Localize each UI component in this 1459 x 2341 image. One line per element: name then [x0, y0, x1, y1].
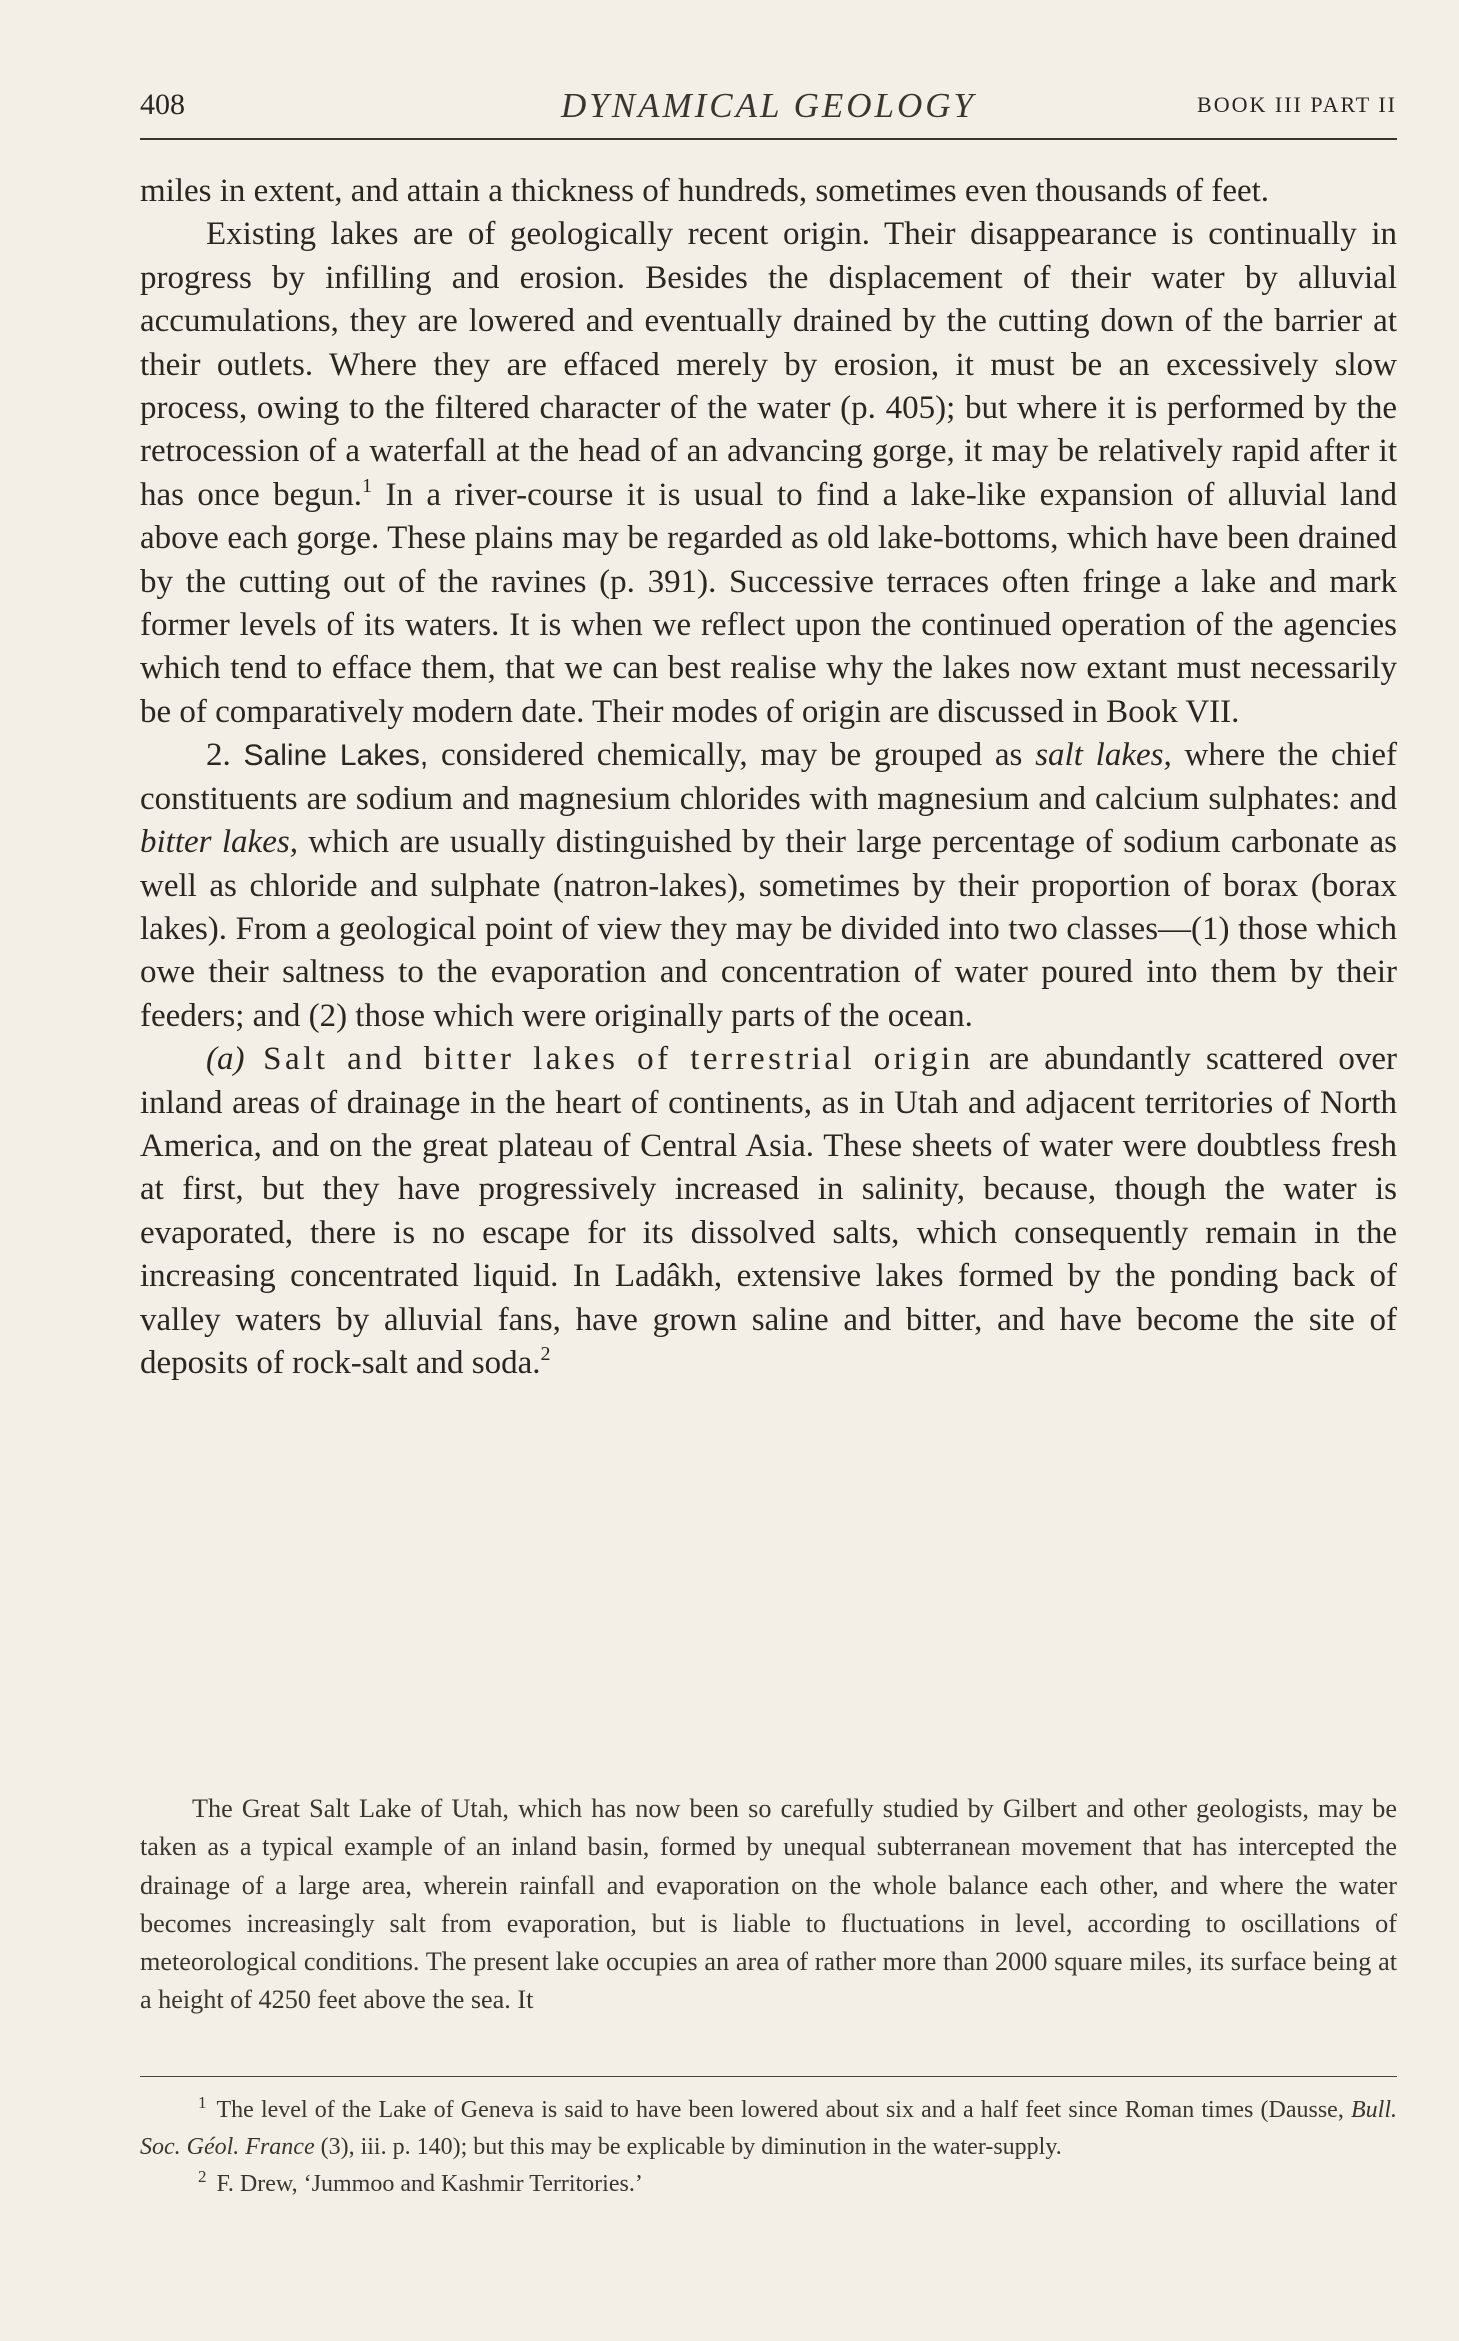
journal-title: Bull. Soc. Géol. France: [140, 2097, 1397, 2160]
paragraph-text: considered chemically, may be grouped as: [428, 737, 1036, 774]
footnote-marker: 2: [198, 2167, 207, 2186]
paragraph-continuation: miles in extent, and attain a thickness of hundreds, sometimes even thousands of feet.: [140, 173, 1270, 209]
great-salt-lake-paragraph: The Great Salt Lake of Utah, which has now been so carefully studied by Gilbert and other geologists, may be taken as a typical example of an inland basin, formed by unequal subterranean movement that has intercepted the drainage of a large area, wherein rainfall and evaporation on the whole balance each other, and where the water becomes increasingly salt from evaporation, but is liable to fluctuations in level, according to oscillations of meteorological conditions. The present lake occupies an area of rather more than 2000 square miles, its surface being at a height of 4250 feet above the sea. It: [140, 1794, 1397, 2015]
small-print-section: [140, 1790, 1397, 2020]
footnote-divider: [140, 2076, 1397, 2077]
term-salt-lakes: salt lakes,: [1035, 737, 1172, 774]
paragraph-saline-lakes: [140, 734, 1397, 1038]
footnote-1: [140, 2092, 1397, 2166]
book-part-reference: BOOK III PART II: [1197, 92, 1397, 117]
page-header: [140, 78, 1397, 140]
paragraph-text: are abundantly scattered over inland areas of drainage in the heart of continents, as in Utah and adjacent territories of North America, and on the great plateau of Central Asia. These sheets of water were doubtless fresh at first, but they have progressively increased in salinity, because, though the water is evaporated, there is no escape for its dissolved salts, which consequently remain in the increasing concentrated liquid. In Ladâkh, extensive lakes formed by the ponding back of valley waters by alluvial fans, have grown saline and bitter, and have become the site of deposits of rock-salt and soda.: [140, 1041, 1398, 1381]
running-title: DYNAMICAL GEOLOGY: [561, 86, 976, 125]
term-bitter-lakes: bitter lakes,: [140, 824, 298, 861]
paragraph-text: where the chief constituents are sodium and magnesium chlorides with magnesium and calcium sulphates: and: [140, 737, 1397, 817]
footnote-ref-2[interactable]: 2: [540, 1342, 551, 1365]
paragraph-text: In a river-course it is usual to find a lake-like expansion of alluvial land above each gorge. These plains may be regarded as old lake-bottoms, which have been drained by the cutting out of the ravines (p. 391). Successive terraces often fringe a lake and mark former levels of its waters. It is when we reflect upon the continued operation of the agencies which tend to efface them, that we can best realise why the lakes now extant must necessarily be of comparatively modern date. Their modes of origin are discussed in Book VII.: [140, 476, 1397, 730]
subsection-label: (a): [206, 1041, 245, 1078]
section-heading: Saline Lakes,: [243, 739, 429, 773]
subsection-heading: Salt and bitter lakes of terrestrial origin: [244, 1041, 974, 1078]
footnote-text: (3), iii. p. 140); but this may be explicable by diminution in the water-supply.: [314, 2134, 1062, 2160]
paragraph-text: which are usually distinguished by their large percentage of sodium carbonate as well as chloride and sulphate (natron-lakes), sometimes by their proportion of borax (borax lakes). From a geological point of view they may be divided into two classes—(1) those which owe their saltness to the evaporation and concentration of water poured into them by their feeders; and (2) those which were originally parts of the ocean.: [140, 824, 1397, 1034]
footnote-2: [140, 2166, 1397, 2203]
footnote-text: F. Drew, ‘Jummoo and Kashmir Territories.’: [216, 2171, 643, 2197]
footnote-ref-1[interactable]: 1: [362, 474, 373, 497]
paragraph-existing-lakes: [140, 213, 1397, 734]
paragraph-terrestrial-lakes: [140, 1038, 1397, 1385]
footnote-text: The level of the Lake of Geneva is said to have been lowered about six and a half feet since Roman times (Dausse,: [216, 2097, 1351, 2123]
footnote-marker: 1: [198, 2093, 207, 2112]
section-number: 2.: [206, 737, 231, 774]
main-text: [140, 170, 1397, 1385]
page-number: 408: [140, 88, 185, 121]
paragraph-text: Existing lakes are of geologically recent origin. Their disappearance is continually in progress by infilling and erosion. Besides the displacement of their water by alluvial accumulations, they are lowered and eventually drained by the cutting down of the barrier at their outlets. Where they are effaced merely by erosion, it must be an excessively slow process, owing to the filtered character of the water (p. 405); but where it is performed by the retrocession of a waterfall at the head of an advancing gorge, it may be relatively rapid after it has once begun.: [140, 216, 1397, 513]
footnotes: [140, 2092, 1397, 2203]
